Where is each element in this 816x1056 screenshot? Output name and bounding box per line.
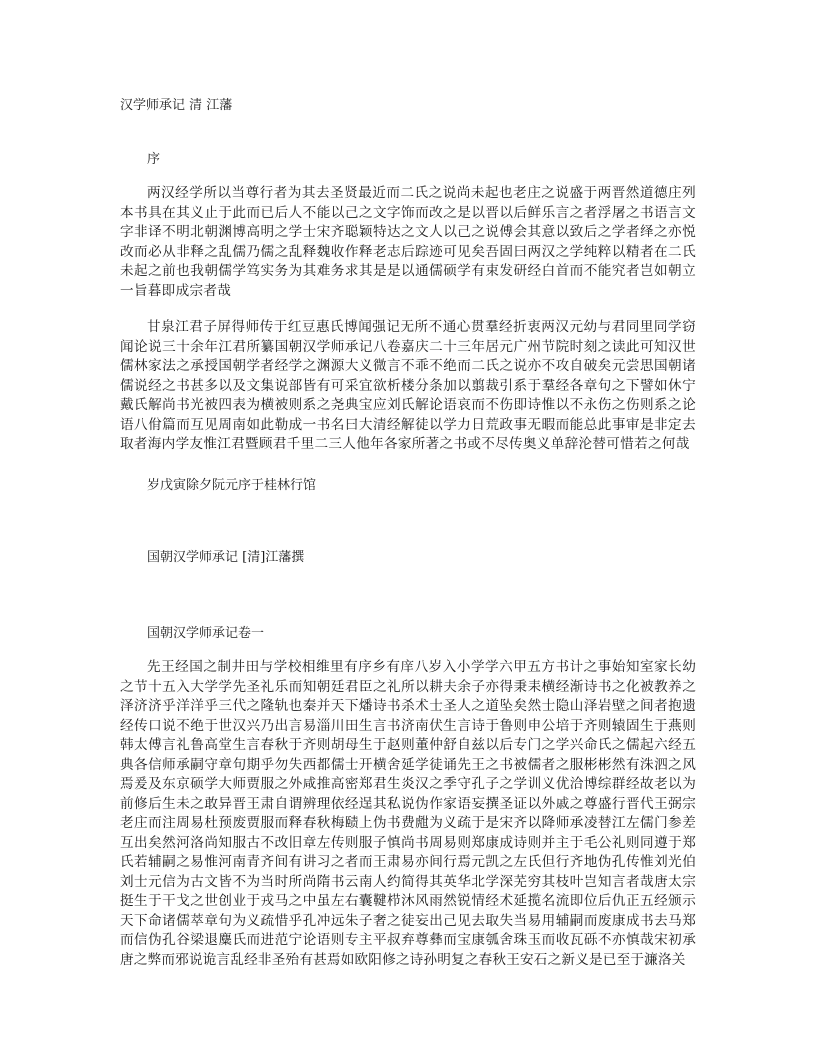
header-title: 汉学师承记 清 江藩 [120,98,233,113]
preface-paragraph-1: 两汉经学所以当尊行者为其去圣贤最近而二氏之说尚未起也老庄之说盛于两晋然道德庄列本书具在其义止于此而已后人不能以己之文字饰而改之是以晋以后鲜乐言之者浮屠之书语言文字非译不明北朝渊博高明之学士宋齐聪颖特达之文人以己之说傅会其意以致后之学者绎之亦悦改而必从非释之乱儒乃儒之乱释魏收作释老志后踪迹可见矣吾固曰两汉之学纯粹以精者在二氏未起之前也我朝儒学笃实务为其难务求其是是以通儒硕学有束发研经白首而不能究者岂如朝立一旨暮即成宗者哉 [120,185,696,299]
book-title: 国朝汉学师承记 [清]江藩撰 [147,550,305,565]
volume-body-text: 先王经国之制井田与学校相维里有序乡有庠八岁入小学学六甲五方书计之事始知室家长幼之节十五入大学学先圣礼乐而知朝廷君臣之礼所以耕夫余子亦得秉耒横经渐诗书之化被教养之泽济济乎洋洋乎三代之隆轨也秦并天下燔诗书杀术士圣人之道坠矣然士隐山泽岩壁之间者抱遗经传口说不绝于世汉兴乃出言易淄川田生言书济南伏生言诗于鲁则申公培于齐则辕固生于燕则韩太傅言礼鲁高堂生言春秋于齐则胡母生于赵则董仲舒自兹以后专门之学兴命氏之儒起六经五典各信师承嗣守章句期乎勿失西都儒士开横舍延学徒诵先王之书被儒者之服彬彬然有洙泗之风焉爰及东京硕学大师贾服之外咸推高密郑君生炎汉之季守孔子之学训义优洽博综群经故老以为前修后生未之敢异晋王肃自谓辨理依经逞其私说伪作家语妄撰圣证以外戚之尊盛行晋代王弼宗老庄而注周易杜预废贾服而释春秋梅赜上伪书费甝为义疏于是宋齐以降师承凌替江左儒门参差互出矣然河洛尚知服古不改旧章左传则服子慎尚书周易则郑康成诗则并主于毛公礼则同遵于郑氏若辅嗣之易惟河南青齐间有讲习之者而王肃易亦间行焉元凯之左氏但行齐地伪孔传惟刘光伯刘士元信为古文皆不为当时所尚隋书云南人约简得其英华北学深芜穷其枝叶岂知言者哉唐太宗挺生于干戈之世创业于戎马之中虽左右囊鞬栉沐风雨然锐情经术延揽名流即位后仇正五经颁示天下命诸儒萃章句为义疏惜乎孔冲远朱子奢之徒妄出己见去取失当易用辅嗣而废康成书去马郑而信伪孔谷梁退麋氏而进范宁论语则专主平叔弃尊彝而宝康瓠舍珠玉而收瓦砾不亦慎哉宋初承唐之弊而邪说诡言乱经非圣殆有甚焉如欧阳修之诗孙明复之春秋王安石之新义是已至于濂洛关 [120,659,696,968]
preface-signature: 岁戊寅除夕阮元序于桂林行馆 [147,478,317,493]
preface-paragraph-2: 甘泉江君子屏得师传于红豆惠氏博闻强记无所不通心贯羣经折衷两汉元幼与君同里同学窃闻论说三十余年江君所纂国朝汉学师承记八卷嘉庆二十三年居元广州节院时刻之读此可知汉世儒林家法之承授国朝学者经学之渊源大义微言不乖不绝而二氏之说亦不攻自破矣元尝思国朝诸儒说经之书甚多以及文集说部皆有可采宜欲析楼分条加以翦裁引系于羣经各章句之下譬如休宁戴氏解尚书光被四表为横被则系之尧典宝应刘氏解论语哀而不伤即诗惟以不永伤之伤则系之论语八佾篇而互见周南如此勒成一书名曰大清经解徒以学力日荒政事无暇而能总此事审是非定去取者海内学友惟江君暨顾君千里二三人他年各家所著之书或不尽传奥义单辞沦替可惜若之何哉 [120,319,696,452]
volume-heading: 国朝汉学师承记卷一 [147,626,265,641]
preface-heading: 序 [147,152,161,167]
